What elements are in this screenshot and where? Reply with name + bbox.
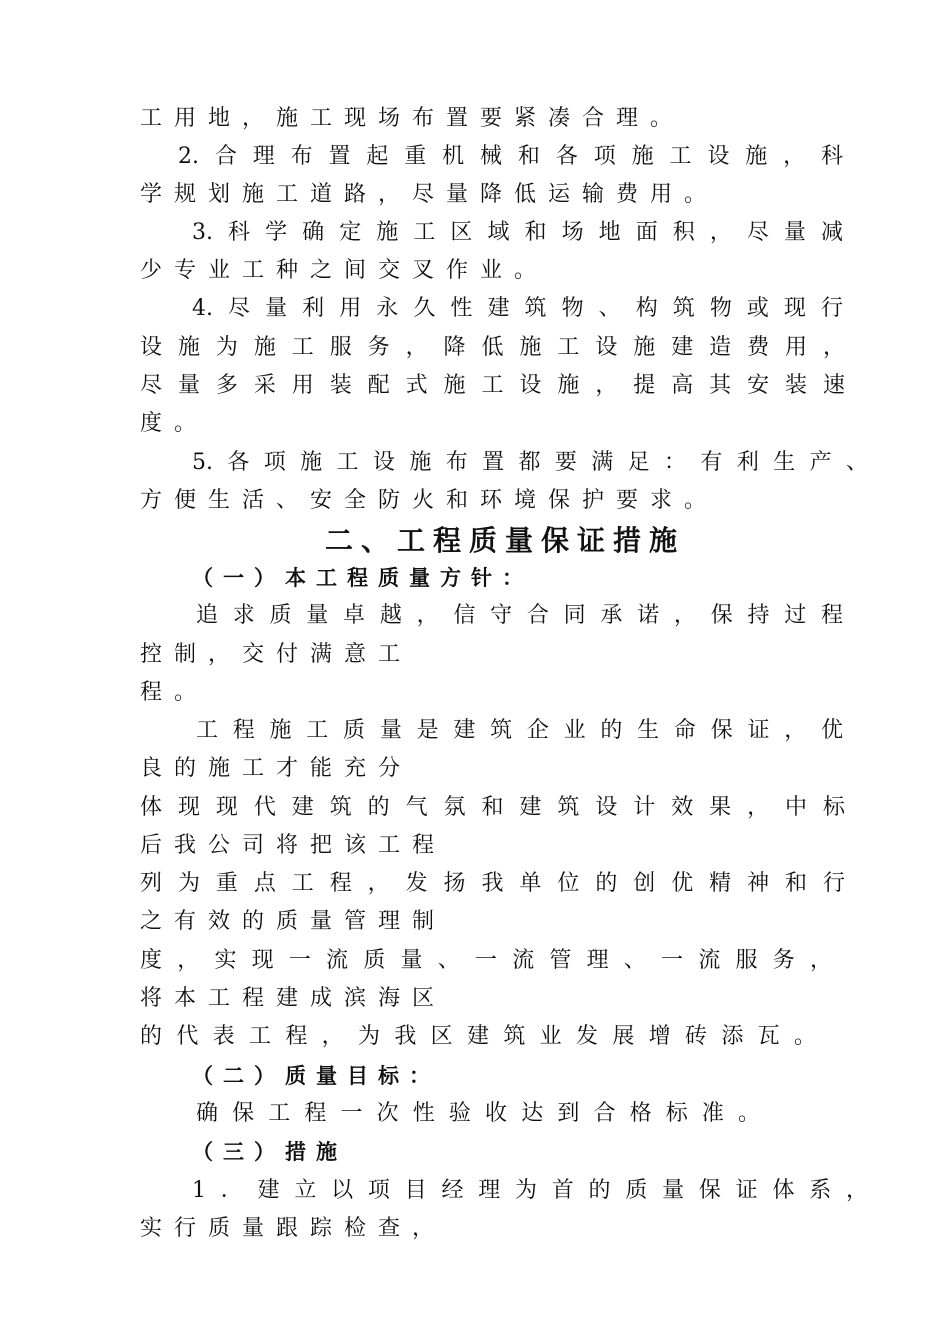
paragraph-line: 工程施工质量是建筑企业的生命保证，优 bbox=[196, 718, 843, 743]
paragraph-line: 程。 bbox=[140, 680, 209, 705]
paragraph-line: 确保工程一次性验收达到合格标准。 bbox=[196, 1101, 760, 1126]
paragraph-line: 5.各项施工设施布置都要满足：有利生产、 bbox=[192, 450, 868, 475]
paragraph-line: 方便生活、安全防火和环境保护要求。 bbox=[140, 488, 719, 513]
paragraph-line: 少专业工种之间交叉作业。 bbox=[140, 258, 549, 283]
paragraph-line: 1．建立以项目经理为首的质量保证体系， bbox=[192, 1178, 868, 1203]
paragraph-line: 之有效的质量管理制 bbox=[140, 909, 447, 934]
paragraph-line: 设施为施工服务，降低施工设施建造费用， bbox=[140, 335, 845, 360]
subsection-heading: （三）措施 bbox=[192, 1140, 347, 1164]
paragraph-line: 的代表工程，为我区建筑业发展增砖添瓦。 bbox=[140, 1024, 816, 1049]
subsection-heading: （二）质量目标： bbox=[192, 1064, 440, 1088]
paragraph-line: 列为重点工程，发扬我单位的创优精神和行 bbox=[140, 871, 845, 896]
paragraph-line: 4.尽量利用永久性建筑物、构筑物或现行 bbox=[192, 296, 843, 321]
paragraph-line: 工用地，施工现场布置要紧凑合理。 bbox=[140, 106, 685, 131]
paragraph-line: 后我公司将把该工程 bbox=[140, 833, 447, 858]
paragraph-line: 将本工程建成滨海区 bbox=[140, 986, 447, 1011]
paragraph-line: 控制，交付满意工 bbox=[140, 642, 413, 667]
paragraph-line: 度。 bbox=[140, 411, 209, 436]
section-heading: 二、工程质量保证措施 bbox=[324, 524, 685, 557]
paragraph-line: 体现现代建筑的气氛和建筑设计效果，中标 bbox=[140, 795, 845, 820]
paragraph-line: 度，实现一流质量、一流管理、一流服务， bbox=[140, 948, 832, 973]
paragraph-line: 良的施工才能充分 bbox=[140, 756, 413, 781]
subsection-heading: （一）本工程质量方针： bbox=[192, 566, 533, 590]
paragraph-line: 尽量多采用装配式施工设施，提高其安装速 bbox=[140, 373, 845, 398]
paragraph-line: 2.合理布置起重机械和各项施工设施，科 bbox=[178, 144, 843, 169]
paragraph-line: 追求质量卓越，信守合同承诺，保持过程 bbox=[196, 603, 843, 628]
paragraph-line: 学规划施工道路，尽量降低运输费用。 bbox=[140, 182, 719, 207]
paragraph-line: 实行质量跟踪检查， bbox=[140, 1216, 447, 1241]
paragraph-line: 3.科学确定施工区域和场地面积，尽量减 bbox=[192, 220, 843, 245]
